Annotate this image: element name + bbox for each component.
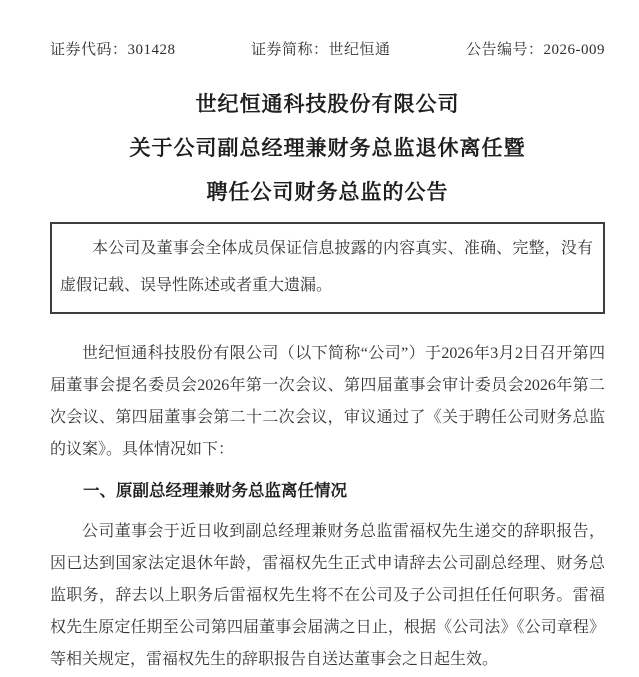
document-header <box>50 38 605 59</box>
stock-code: 证券代码：301428 <box>50 42 176 58</box>
section-heading-departure: 一、原副总经理兼财务总监离任情况 <box>83 482 347 500</box>
disclaimer-box <box>50 222 605 314</box>
disclaimer-text: 本公司及董事会全体成员保证信息披露的内容真实、准确、完整，没有虚假记载、误导性陈述或者重大遗漏。 <box>60 240 593 294</box>
stock-short-name: 证券简称：世纪恒通 <box>251 42 391 58</box>
title-line-subject2: 聘任公司财务总监的公告 <box>206 181 449 204</box>
title-line-company: 世纪恒通科技股份有限公司 <box>195 93 460 116</box>
announcement-number: 公告编号：2026-009 <box>466 42 605 58</box>
title-line-subject: 关于公司副总经理兼财务总监退休离任暨 <box>129 137 526 160</box>
document-title <box>50 83 605 215</box>
body-paragraph-resignation-detail: 公司董事会于近日收到副总经理兼财务总监雷福权先生递交的辞职报告，因已达到国家法定退休年龄，雷福权先生正式申请辞去公司副总经理、财务总监职务，辞去以上职务后雷福权先生将不在公司及子公司担任任何职务。雷福权先生原定任期至公司第四届董事会届满之日止，根据《公司法》《公司章程》等相关规定，雷福权先生的辞职报告自送达董事会之日起生效。 <box>50 523 605 668</box>
body-paragraph-meeting-info: 世纪恒通科技股份有限公司（以下简称“公司”）于2026年3月2日召开第四届董事会提名委员会2026年第一次会议、第四届董事会审计委员会2026年第二次会议、第四届董事会第二十二次会议，审议通过了《关于聘任公司财务总监的议案》。具体情况如下： <box>50 345 605 458</box>
